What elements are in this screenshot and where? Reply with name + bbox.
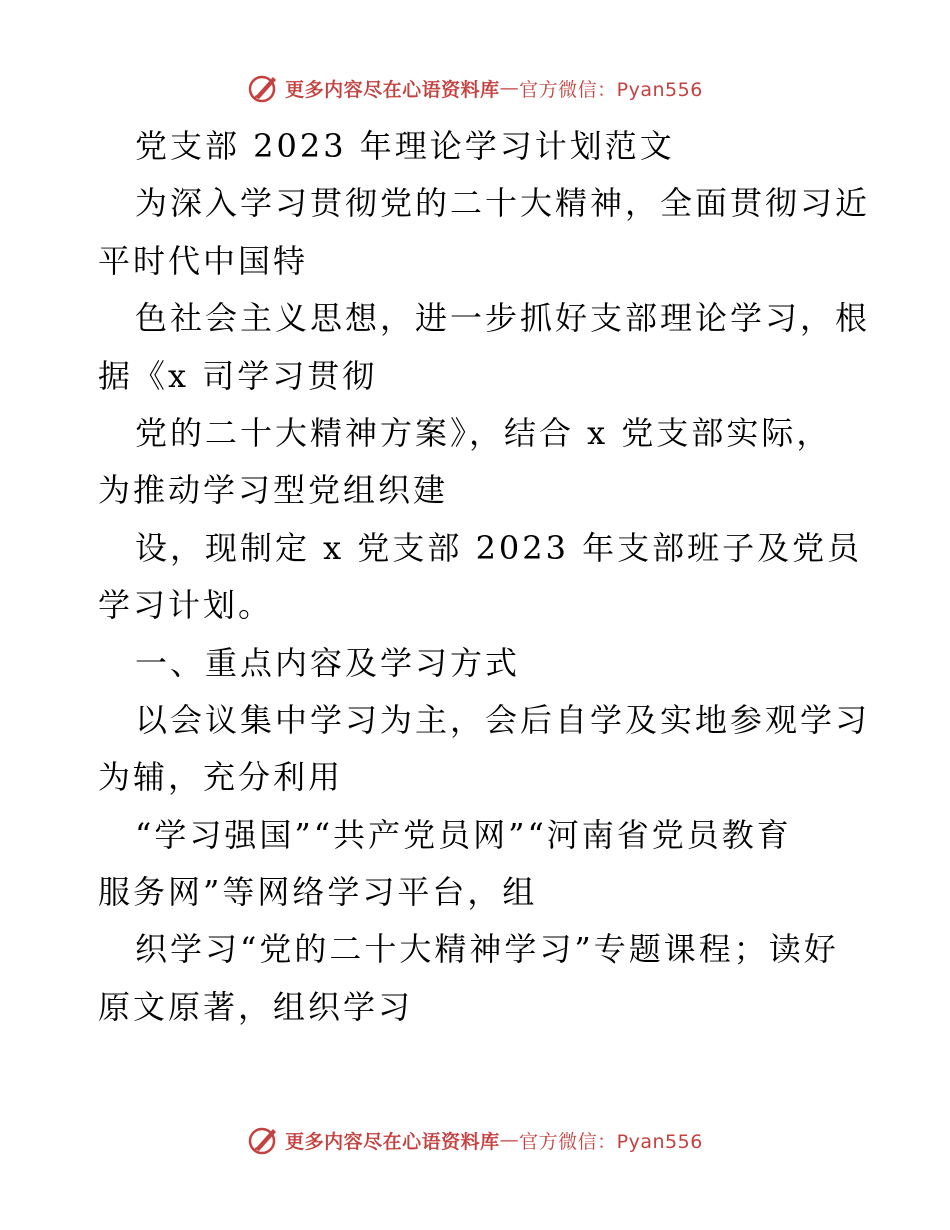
paragraph-line: “学习强国”“共产党员网”“河南省党员教育 <box>135 815 792 854</box>
watermark-brand: 更多内容尽在心语资料库 <box>285 78 500 101</box>
paragraph-line: 设，现制定 x 党支部 2023 年支部班子及党员 <box>135 528 863 567</box>
paragraph-line: 党的二十大精神方案》，结合 x 党支部实际， <box>135 413 832 452</box>
watermark-wechat: 官方微信：Pyan556 <box>519 1130 703 1153</box>
paragraph-line: 为推动学习型党组织建 <box>98 471 449 510</box>
section-heading: 一、重点内容及学习方式 <box>135 643 521 682</box>
quill-logo-icon <box>247 1123 281 1157</box>
watermark-wechat: 官方微信：Pyan556 <box>519 78 703 101</box>
paragraph-line: 色社会主义思想，进一步抓好支部理论学习，根 <box>135 299 871 338</box>
watermark-brand: 更多内容尽在心语资料库 <box>285 1130 500 1153</box>
quill-logo-icon <box>247 71 281 105</box>
watermark-text <box>285 75 703 102</box>
document-body <box>98 118 871 1036</box>
paragraph-line: 以会议集中学习为主，会后自学及实地参观学习 <box>135 700 871 739</box>
watermark-separator: — <box>499 77 520 99</box>
watermark-text <box>285 1127 703 1154</box>
watermark-separator: — <box>499 1129 520 1151</box>
paragraph-line: 学习计划。 <box>98 586 274 625</box>
header-watermark <box>0 68 950 108</box>
paragraph-line: 据《x 司学习贯彻 <box>98 356 378 395</box>
paragraph-line: 为辅，充分利用 <box>98 758 344 797</box>
paragraph-line: 平时代中国特 <box>98 241 309 280</box>
paragraph-line: 服务网”等网络学习平台，组 <box>98 873 538 912</box>
paragraph-line: 原文原著，组织学习 <box>98 987 414 1026</box>
paragraph-line: 织学习“党的二十大精神学习”专题课程；读好 <box>135 930 839 969</box>
document-title: 党支部 2023 年理论学习计划范文 <box>135 127 675 165</box>
footer-watermark <box>0 1120 950 1160</box>
paragraph-line: 为深入学习贯彻党的二十大精神，全面贯彻习近 <box>135 184 871 223</box>
